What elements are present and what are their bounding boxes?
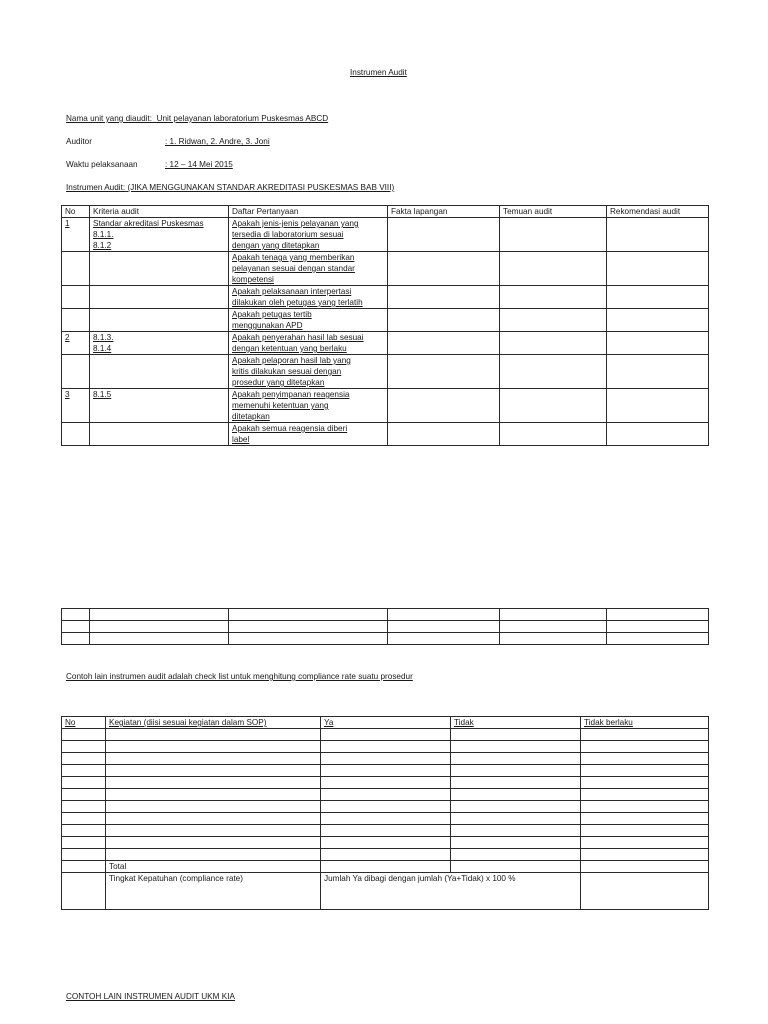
audit-row-pertanyaan (229, 252, 388, 286)
pertanyaan-line: Apakah semua reagensia diberi (232, 424, 348, 433)
audit-row-pertanyaan (229, 286, 388, 309)
header-cell: No (62, 206, 90, 218)
blank-table (61, 608, 709, 645)
compliance-cell (106, 753, 321, 765)
instrumen-label: Instrumen Audit: (66, 183, 126, 192)
compliance-cell (581, 753, 709, 765)
header-cell: Kegiatan (diisi sesuai kegiatan dalam SOP) (106, 717, 321, 729)
audit-row-rekomendasi (607, 252, 709, 286)
compliance-cell (451, 729, 581, 741)
audit-row (62, 423, 709, 446)
compliance-cell (62, 801, 106, 813)
audit-row-kriteria (90, 423, 229, 446)
compliance-cell (321, 789, 451, 801)
audit-row-fakta (388, 286, 500, 309)
compliance-cell (62, 753, 106, 765)
pertanyaan-line: Apakah petugas tertib (232, 310, 312, 319)
compliance-row (62, 729, 709, 741)
header-cell: Fakta lapangan (388, 206, 500, 218)
header-cell: Ya (321, 717, 451, 729)
pertanyaan-line: kompetensi (232, 275, 274, 284)
compliance-cell (62, 813, 106, 825)
compliance-cell (581, 849, 709, 861)
compliance-cell (451, 741, 581, 753)
audit-row-no (62, 252, 90, 286)
compliance-cell (62, 777, 106, 789)
compliance-row (62, 789, 709, 801)
audit-row-fakta (388, 423, 500, 446)
audit-row-fakta (388, 332, 500, 355)
audit-row (62, 309, 709, 332)
compliance-row (62, 801, 709, 813)
kriteria-line: 8.1.4 (93, 344, 112, 353)
kriteria-line: 8.1.2 (93, 241, 112, 250)
compliance-table (61, 716, 709, 910)
audit-row (62, 355, 709, 389)
audit-row-rekomendasi (607, 389, 709, 423)
audit-row-kriteria (90, 252, 229, 286)
header-cell: Temuan audit (500, 206, 607, 218)
audit-row-temuan (500, 389, 607, 423)
pertanyaan-line: ditetapkan (232, 412, 270, 421)
compliance-cell (451, 765, 581, 777)
pertanyaan-line: Apakah pelaporan hasil lab yang (232, 356, 351, 365)
compliance-cell (106, 789, 321, 801)
compliance-cell (106, 741, 321, 753)
compliance-cell (581, 777, 709, 789)
kriteria-line: 8.1.1. (93, 230, 114, 239)
audit-row-no (62, 286, 90, 309)
audit-row-temuan (500, 218, 607, 252)
audit-row-rekomendasi (607, 355, 709, 389)
audit-row-temuan (500, 252, 607, 286)
audit-row-kriteria (90, 355, 229, 389)
kriteria-line: 8.1.5 (93, 390, 112, 399)
audit-row-rekomendasi (607, 423, 709, 446)
compliance-row (62, 765, 709, 777)
compliance-cell (581, 813, 709, 825)
compliance-cell (581, 741, 709, 753)
compliance-cell (321, 753, 451, 765)
compliance-cell (106, 813, 321, 825)
compliance-cell (321, 813, 451, 825)
compliance-row (62, 753, 709, 765)
compliance-rate-row (62, 873, 709, 910)
header-cell: Tidak berlaku (581, 717, 709, 729)
audit-row-rekomendasi (607, 218, 709, 252)
compliance-cell (62, 837, 106, 849)
audit-row-pertanyaan (229, 389, 388, 423)
audit-row-temuan (500, 309, 607, 332)
audit-row-temuan (500, 332, 607, 355)
compliance-cell (451, 837, 581, 849)
audit-row-kriteria (90, 332, 229, 355)
compliance-rate-formula: Jumlah Ya dibagi dengan jumlah (Ya+Tidak) x 100 % (321, 873, 581, 910)
compliance-cell (581, 765, 709, 777)
pertanyaan-line: label (232, 435, 250, 444)
audit-row-fakta (388, 355, 500, 389)
pertanyaan-line: Apakah penyerahan hasil lab sesuai (232, 333, 364, 342)
audit-row-kriteria (90, 286, 229, 309)
compliance-cell (581, 837, 709, 849)
header-cell: Daftar Pertanyaan (229, 206, 388, 218)
instrumen-line (66, 183, 394, 192)
compliance-cell (321, 849, 451, 861)
compliance-row (62, 825, 709, 837)
audit-row-fakta (388, 309, 500, 332)
waktu-value: : 12 – 14 Mei 2015 (165, 160, 233, 169)
header-cell: Tidak (451, 717, 581, 729)
compliance-cell (106, 849, 321, 861)
audit-row-no (62, 423, 90, 446)
compliance-cell (451, 849, 581, 861)
pertanyaan-line: Apakah tenaga yang memberikan (232, 253, 355, 262)
header-cell: Kriteria audit (90, 206, 229, 218)
auditor-value: : 1. Ridwan, 2. Andre, 3. Joni (165, 137, 270, 146)
audit-row-kriteria (90, 218, 229, 252)
audit-row-pertanyaan (229, 218, 388, 252)
audit-row-fakta (388, 252, 500, 286)
audit-row-kriteria (90, 309, 229, 332)
audit-row-pertanyaan (229, 423, 388, 446)
pertanyaan-line: tersedia di laboratorium sesuai (232, 230, 344, 239)
compliance-row (62, 837, 709, 849)
compliance-cell (451, 825, 581, 837)
compliance-row (62, 849, 709, 861)
audit-row-temuan (500, 286, 607, 309)
audit-row-no (62, 309, 90, 332)
audit-row-no: 2 (62, 332, 90, 355)
header-cell: Rekomendasi audit (607, 206, 709, 218)
audit-row-kriteria (90, 389, 229, 423)
compliance-row (62, 741, 709, 753)
compliance-cell (581, 729, 709, 741)
compliance-cell (106, 777, 321, 789)
compliance-cell (321, 801, 451, 813)
audit-row-fakta (388, 389, 500, 423)
audit-row-temuan (500, 423, 607, 446)
blank-row (62, 621, 709, 633)
pertanyaan-line: Apakah penyimpanan reagensia (232, 390, 350, 399)
contoh-text: Contoh lain instrumen audit adalah check list untuk menghitung compliance rate suatu prosedur (66, 672, 413, 681)
pertanyaan-line: kritis dilakukan sesuai dengan (232, 367, 342, 376)
audit-row (62, 218, 709, 252)
compliance-cell (62, 849, 106, 861)
compliance-cell (451, 753, 581, 765)
pertanyaan-line: dilakukan oleh petugas yang terlatih (232, 298, 363, 307)
pertanyaan-line: Apakah pelaksanaan interpertasi (232, 287, 352, 296)
compliance-cell (62, 825, 106, 837)
pertanyaan-line: dengan ketentuan yang berlaku (232, 344, 347, 353)
unit-label: Nama unit yang diaudit: (66, 114, 153, 123)
compliance-cell (321, 777, 451, 789)
header-cell: No (62, 717, 106, 729)
audit-table (61, 205, 709, 446)
compliance-cell (62, 741, 106, 753)
compliance-row (62, 777, 709, 789)
compliance-cell (106, 801, 321, 813)
compliance-cell (106, 837, 321, 849)
compliance-cell (62, 765, 106, 777)
compliance-cell (106, 825, 321, 837)
kriteria-line: 8.1.3. (93, 333, 114, 342)
compliance-cell (321, 765, 451, 777)
audit-row-no (62, 355, 90, 389)
audit-row (62, 389, 709, 423)
compliance-cell (106, 729, 321, 741)
kriteria-line: Standar akreditasi Puskesmas (93, 219, 204, 228)
compliance-cell (581, 789, 709, 801)
unit-value: Unit pelayanan laboratorium Puskesmas ABCD (156, 114, 329, 123)
compliance-cell (581, 825, 709, 837)
compliance-cell (62, 729, 106, 741)
pertanyaan-line: Apakah jenis-jenis pelayanan yang (232, 219, 359, 228)
compliance-cell (321, 741, 451, 753)
blank-row (62, 609, 709, 621)
total-label: Total (106, 861, 321, 873)
total-row (62, 861, 709, 873)
page-title: Instrumen Audit (350, 68, 407, 77)
audit-row-pertanyaan (229, 332, 388, 355)
compliance-table-header (62, 717, 709, 729)
pertanyaan-line: dengan yang ditetapkan (232, 241, 320, 250)
audit-row-pertanyaan (229, 309, 388, 332)
waktu-line (66, 160, 233, 169)
compliance-cell (451, 813, 581, 825)
auditor-line (66, 137, 270, 146)
compliance-rate-label: Tingkat Kepatuhan (compliance rate) (106, 873, 321, 910)
audit-table-header (62, 206, 709, 218)
audit-row-no: 3 (62, 389, 90, 423)
pertanyaan-line: memenuhi ketentuan yang (232, 401, 329, 410)
compliance-cell (321, 837, 451, 849)
audit-row-pertanyaan (229, 355, 388, 389)
pertanyaan-line: menggunakan APD (232, 321, 303, 330)
compliance-cell (581, 801, 709, 813)
compliance-cell (106, 765, 321, 777)
audit-row-temuan (500, 355, 607, 389)
audit-row-rekomendasi (607, 309, 709, 332)
compliance-cell (451, 777, 581, 789)
audit-row-no: 1 (62, 218, 90, 252)
compliance-cell (62, 789, 106, 801)
compliance-cell (321, 825, 451, 837)
footer-heading: CONTOH LAIN INSTRUMEN AUDIT UKM KIA (66, 992, 235, 1001)
audit-row-rekomendasi (607, 286, 709, 309)
audit-row-fakta (388, 218, 500, 252)
pertanyaan-line: prosedur yang ditetapkan (232, 378, 325, 387)
compliance-cell (451, 789, 581, 801)
pertanyaan-line: pelayanan sesuai dengan standar (232, 264, 355, 273)
compliance-cell (321, 729, 451, 741)
blank-row (62, 633, 709, 645)
instrumen-value: (JIKA MENGGUNAKAN STANDAR AKREDITASI PUSKESMAS BAB VIII) (127, 183, 395, 192)
waktu-label: Waktu pelaksanaan (66, 160, 138, 169)
audit-row (62, 332, 709, 355)
compliance-row (62, 813, 709, 825)
compliance-cell (451, 801, 581, 813)
auditor-label: Auditor (66, 137, 92, 146)
audit-row-rekomendasi (607, 332, 709, 355)
audit-row (62, 286, 709, 309)
audit-row (62, 252, 709, 286)
unit-line (66, 114, 328, 123)
